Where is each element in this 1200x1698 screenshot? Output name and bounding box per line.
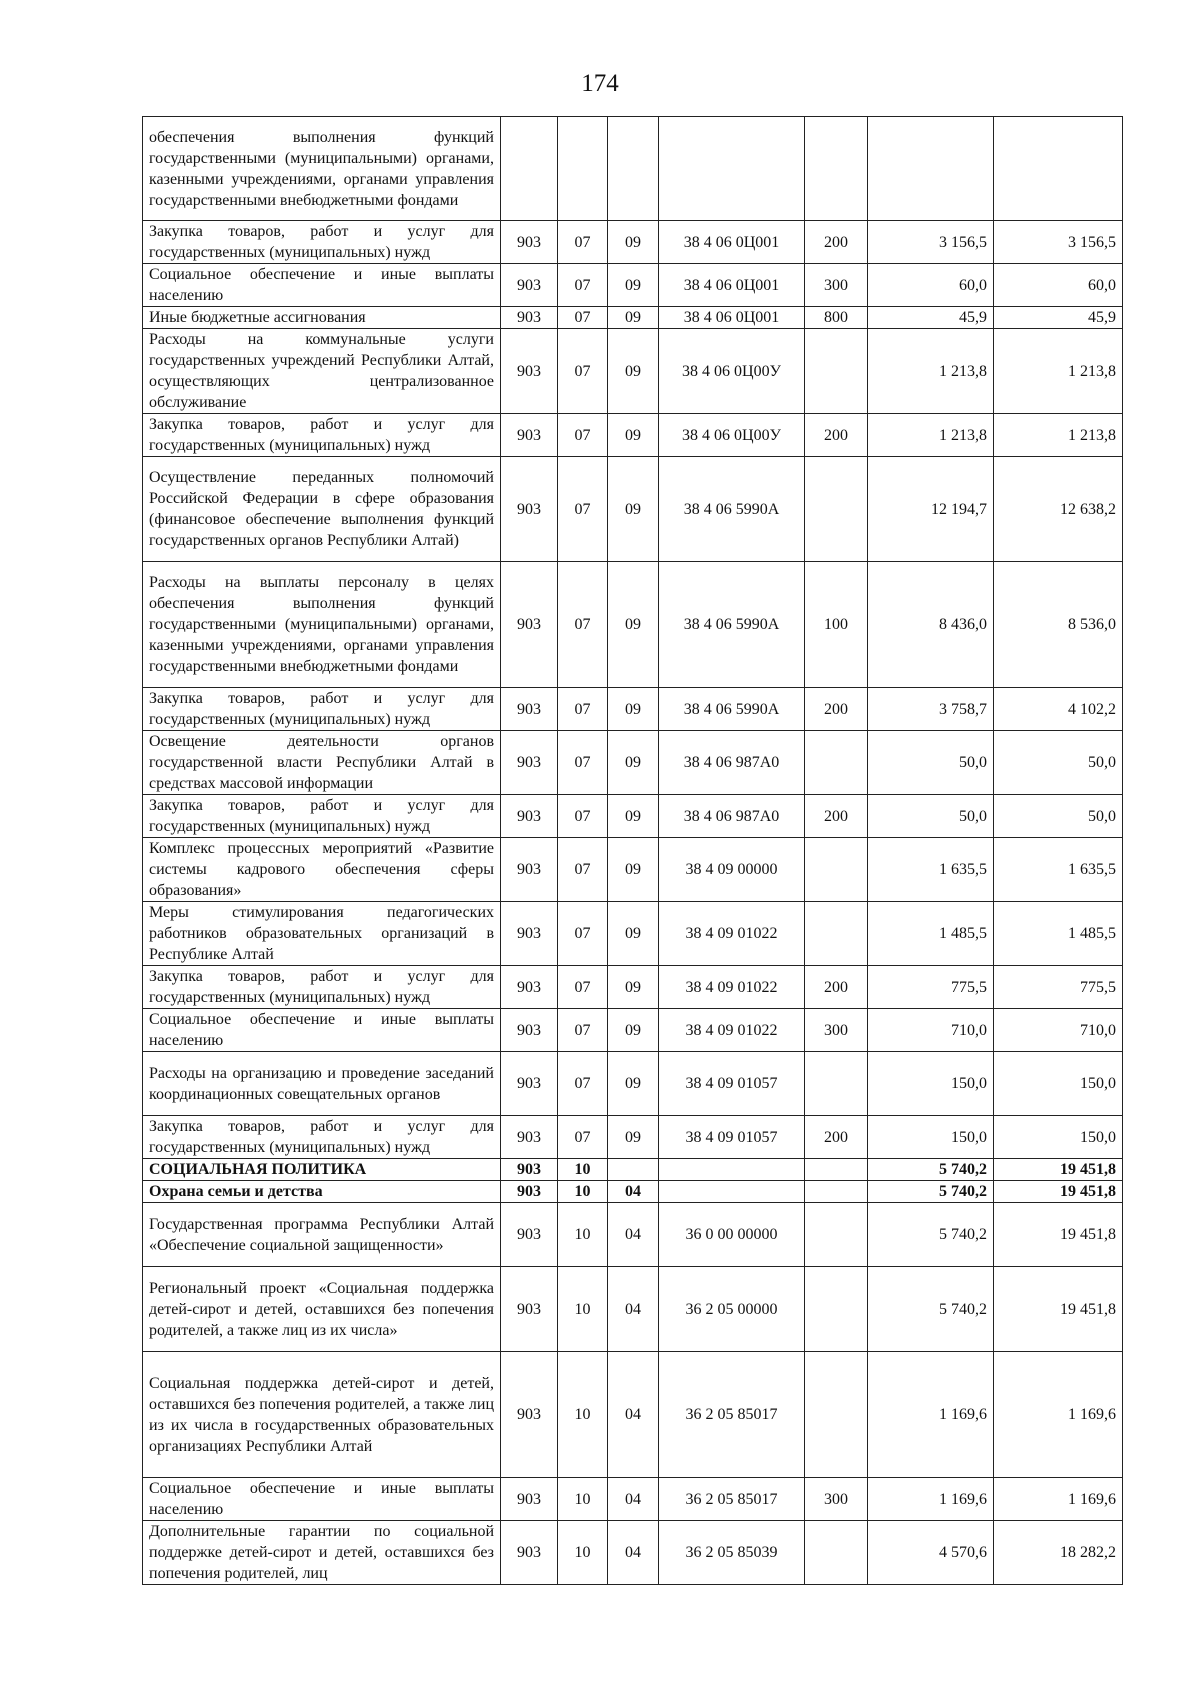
cell-target-article: [659, 1181, 805, 1203]
cell-amount-2: 45,9: [994, 307, 1123, 329]
cell-target-article: 36 2 05 85017: [659, 1352, 805, 1478]
cell-name: Социальное обеспечение и иные выплаты населению: [143, 1478, 501, 1521]
cell-target-article: [659, 117, 805, 221]
cell-amount-2: 12 638,2: [994, 457, 1123, 562]
cell-ministry-code: 903: [501, 1352, 558, 1478]
table-row: [143, 329, 1123, 414]
cell-target-article: [659, 1159, 805, 1181]
cell-name: Меры стимулирования педагогических работников образовательных организаций в Республике Алтай: [143, 902, 501, 966]
cell-subsection: 09: [608, 562, 659, 688]
cell-name: Социальное обеспечение и иные выплаты населению: [143, 1009, 501, 1052]
cell-section: [558, 117, 608, 221]
cell-target-article: 36 2 05 85017: [659, 1478, 805, 1521]
cell-section: 10: [558, 1203, 608, 1267]
table-row: [143, 1181, 1123, 1203]
cell-target-article: 38 4 06 5990А: [659, 688, 805, 731]
cell-amount-1: [868, 117, 994, 221]
table-row: [143, 795, 1123, 838]
cell-ministry-code: 903: [501, 1267, 558, 1352]
cell-ministry-code: 903: [501, 307, 558, 329]
cell-target-article: 38 4 09 01022: [659, 902, 805, 966]
cell-expense-type: [805, 1203, 868, 1267]
cell-amount-1: 1 213,8: [868, 329, 994, 414]
cell-subsection: 09: [608, 795, 659, 838]
cell-expense-type: 300: [805, 1478, 868, 1521]
cell-expense-type: 800: [805, 307, 868, 329]
cell-target-article: 38 4 06 5990А: [659, 457, 805, 562]
cell-ministry-code: 903: [501, 562, 558, 688]
cell-amount-1: 5 740,2: [868, 1203, 994, 1267]
cell-name: Освещение деятельности органов государственной власти Республики Алтай в средствах массовой информации: [143, 731, 501, 795]
cell-amount-2: 150,0: [994, 1052, 1123, 1116]
cell-ministry-code: 903: [501, 731, 558, 795]
cell-amount-1: 150,0: [868, 1116, 994, 1159]
cell-subsection: 09: [608, 329, 659, 414]
cell-target-article: 38 4 09 01022: [659, 1009, 805, 1052]
table-row: [143, 1009, 1123, 1052]
cell-ministry-code: 903: [501, 329, 558, 414]
cell-section: 07: [558, 264, 608, 307]
cell-subsection: 09: [608, 838, 659, 902]
table-row: [143, 1203, 1123, 1267]
cell-subsection: 04: [608, 1521, 659, 1585]
cell-amount-2: 1 635,5: [994, 838, 1123, 902]
cell-section: 07: [558, 457, 608, 562]
cell-amount-1: 3 758,7: [868, 688, 994, 731]
cell-amount-2: 1 213,8: [994, 329, 1123, 414]
cell-section: 07: [558, 307, 608, 329]
cell-target-article: 38 4 06 5990А: [659, 562, 805, 688]
cell-subsection: [608, 117, 659, 221]
cell-amount-2: 50,0: [994, 731, 1123, 795]
table-row: [143, 457, 1123, 562]
cell-section: 10: [558, 1267, 608, 1352]
table-row: [143, 1478, 1123, 1521]
table-row: [143, 1267, 1123, 1352]
cell-ministry-code: 903: [501, 1203, 558, 1267]
cell-target-article: 36 2 05 85039: [659, 1521, 805, 1585]
cell-amount-1: 710,0: [868, 1009, 994, 1052]
cell-expense-type: [805, 457, 868, 562]
cell-amount-1: 150,0: [868, 1052, 994, 1116]
cell-amount-2: 19 451,8: [994, 1267, 1123, 1352]
cell-ministry-code: [501, 117, 558, 221]
cell-expense-type: [805, 1521, 868, 1585]
cell-name: Закупка товаров, работ и услуг для государственных (муниципальных) нужд: [143, 221, 501, 264]
table-row: [143, 414, 1123, 457]
cell-amount-2: 4 102,2: [994, 688, 1123, 731]
cell-expense-type: 200: [805, 795, 868, 838]
table-row: [143, 117, 1123, 221]
table-row: [143, 1352, 1123, 1478]
cell-target-article: 36 0 00 00000: [659, 1203, 805, 1267]
cell-expense-type: [805, 1267, 868, 1352]
cell-amount-1: 45,9: [868, 307, 994, 329]
cell-name: Дополнительные гарантии по социальной поддержке детей-сирот и детей, оставшихся без попечения родителей, лиц: [143, 1521, 501, 1585]
cell-target-article: 38 4 06 0Ц00У: [659, 414, 805, 457]
cell-expense-type: [805, 1352, 868, 1478]
cell-expense-type: 100: [805, 562, 868, 688]
cell-expense-type: 200: [805, 414, 868, 457]
cell-name: Закупка товаров, работ и услуг для государственных (муниципальных) нужд: [143, 1116, 501, 1159]
cell-amount-2: 710,0: [994, 1009, 1123, 1052]
table-row: [143, 838, 1123, 902]
cell-target-article: 38 4 09 01057: [659, 1116, 805, 1159]
cell-amount-2: 3 156,5: [994, 221, 1123, 264]
cell-target-article: 38 4 09 00000: [659, 838, 805, 902]
cell-section: 07: [558, 688, 608, 731]
cell-amount-2: 1 485,5: [994, 902, 1123, 966]
page-number: 174: [581, 70, 619, 97]
cell-target-article: 38 4 06 0Ц00У: [659, 329, 805, 414]
cell-ministry-code: 903: [501, 1159, 558, 1181]
budget-table: [142, 116, 1123, 1585]
table-row: [143, 688, 1123, 731]
cell-section: 07: [558, 221, 608, 264]
cell-ministry-code: 903: [501, 1116, 558, 1159]
cell-ministry-code: 903: [501, 1181, 558, 1203]
table-row: [143, 562, 1123, 688]
cell-name: Региональный проект «Социальная поддержка детей-сирот и детей, оставшихся без попечения родителей, а также лиц из их числа»: [143, 1267, 501, 1352]
cell-section: 07: [558, 731, 608, 795]
cell-target-article: 38 4 06 0Ц001: [659, 307, 805, 329]
cell-amount-2: 19 451,8: [994, 1181, 1123, 1203]
table-row: [143, 221, 1123, 264]
cell-name: СОЦИАЛЬНАЯ ПОЛИТИКА: [143, 1159, 501, 1181]
cell-amount-1: 1 169,6: [868, 1352, 994, 1478]
cell-name: Закупка товаров, работ и услуг для государственных (муниципальных) нужд: [143, 414, 501, 457]
cell-name: Расходы на коммунальные услуги государственных учреждений Республики Алтай, осуществляющих централизованное обслуживание: [143, 329, 501, 414]
cell-expense-type: [805, 1181, 868, 1203]
cell-section: 07: [558, 1116, 608, 1159]
cell-amount-2: 1 213,8: [994, 414, 1123, 457]
cell-section: 10: [558, 1352, 608, 1478]
cell-section: 07: [558, 414, 608, 457]
cell-subsection: 09: [608, 966, 659, 1009]
cell-amount-1: 1 213,8: [868, 414, 994, 457]
cell-subsection: 09: [608, 221, 659, 264]
cell-amount-1: 8 436,0: [868, 562, 994, 688]
cell-amount-1: 5 740,2: [868, 1159, 994, 1181]
cell-name: Закупка товаров, работ и услуг для государственных (муниципальных) нужд: [143, 688, 501, 731]
cell-expense-type: [805, 1052, 868, 1116]
cell-expense-type: [805, 329, 868, 414]
cell-section: 10: [558, 1521, 608, 1585]
cell-amount-1: 50,0: [868, 795, 994, 838]
table-row: [143, 1116, 1123, 1159]
cell-subsection: 09: [608, 1116, 659, 1159]
cell-target-article: 38 4 06 0Ц001: [659, 264, 805, 307]
cell-amount-2: 8 536,0: [994, 562, 1123, 688]
cell-subsection: 09: [608, 688, 659, 731]
cell-subsection: 04: [608, 1203, 659, 1267]
cell-name: Охрана семьи и детства: [143, 1181, 501, 1203]
cell-ministry-code: 903: [501, 1521, 558, 1585]
cell-name: Закупка товаров, работ и услуг для государственных (муниципальных) нужд: [143, 966, 501, 1009]
cell-ministry-code: 903: [501, 795, 558, 838]
cell-ministry-code: 903: [501, 457, 558, 562]
cell-amount-2: 60,0: [994, 264, 1123, 307]
cell-target-article: 38 4 09 01022: [659, 966, 805, 1009]
cell-subsection: 09: [608, 902, 659, 966]
cell-amount-1: 1 169,6: [868, 1478, 994, 1521]
cell-ministry-code: 903: [501, 902, 558, 966]
table-row: [143, 966, 1123, 1009]
cell-section: 07: [558, 1052, 608, 1116]
cell-ministry-code: 903: [501, 966, 558, 1009]
cell-amount-2: 18 282,2: [994, 1521, 1123, 1585]
cell-ministry-code: 903: [501, 1009, 558, 1052]
cell-target-article: 38 4 06 0Ц001: [659, 221, 805, 264]
cell-subsection: [608, 1159, 659, 1181]
cell-expense-type: [805, 117, 868, 221]
cell-amount-1: 1 635,5: [868, 838, 994, 902]
cell-section: 10: [558, 1181, 608, 1203]
cell-amount-1: 12 194,7: [868, 457, 994, 562]
table-row: [143, 1521, 1123, 1585]
cell-amount-1: 3 156,5: [868, 221, 994, 264]
cell-section: 10: [558, 1478, 608, 1521]
cell-subsection: 09: [608, 1009, 659, 1052]
cell-expense-type: 200: [805, 221, 868, 264]
cell-name: Социальное обеспечение и иные выплаты населению: [143, 264, 501, 307]
table-row: [143, 1159, 1123, 1181]
cell-target-article: 38 4 06 987А0: [659, 731, 805, 795]
cell-expense-type: [805, 1159, 868, 1181]
cell-target-article: 36 2 05 00000: [659, 1267, 805, 1352]
table-row: [143, 731, 1123, 795]
cell-subsection: 04: [608, 1267, 659, 1352]
cell-expense-type: 300: [805, 264, 868, 307]
cell-expense-type: 300: [805, 1009, 868, 1052]
cell-expense-type: [805, 731, 868, 795]
table-row: [143, 307, 1123, 329]
cell-amount-1: 60,0: [868, 264, 994, 307]
table-row: [143, 264, 1123, 307]
cell-name: Осуществление переданных полномочий Российской Федерации в сфере образования (финансовое обеспечение выполнения функций государственных органов Республики Алтай): [143, 457, 501, 562]
cell-subsection: 09: [608, 264, 659, 307]
cell-amount-1: 50,0: [868, 731, 994, 795]
cell-expense-type: 200: [805, 1116, 868, 1159]
cell-target-article: 38 4 09 01057: [659, 1052, 805, 1116]
cell-amount-2: 1 169,6: [994, 1478, 1123, 1521]
cell-amount-2: 1 169,6: [994, 1352, 1123, 1478]
cell-section: 07: [558, 1009, 608, 1052]
cell-ministry-code: 903: [501, 1052, 558, 1116]
cell-name: Комплекс процессных мероприятий «Развитие системы кадрового обеспечения сферы образования»: [143, 838, 501, 902]
cell-amount-1: 4 570,6: [868, 1521, 994, 1585]
cell-ministry-code: 903: [501, 838, 558, 902]
cell-expense-type: [805, 902, 868, 966]
cell-subsection: 09: [608, 457, 659, 562]
cell-subsection: 04: [608, 1352, 659, 1478]
cell-target-article: 38 4 06 987А0: [659, 795, 805, 838]
cell-name: Расходы на выплаты персоналу в целях обеспечения выполнения функций государственными (муниципальными) органами, казенными учреждениями, органами управления государственными внебюджетными фондами: [143, 562, 501, 688]
cell-subsection: 09: [608, 414, 659, 457]
cell-expense-type: 200: [805, 688, 868, 731]
cell-subsection: 09: [608, 731, 659, 795]
cell-section: 07: [558, 902, 608, 966]
table-row: [143, 902, 1123, 966]
cell-name: Государственная программа Республики Алтай «Обеспечение социальной защищенности»: [143, 1203, 501, 1267]
cell-section: 07: [558, 329, 608, 414]
cell-subsection: 04: [608, 1478, 659, 1521]
cell-amount-2: 50,0: [994, 795, 1123, 838]
cell-ministry-code: 903: [501, 221, 558, 264]
cell-subsection: 09: [608, 1052, 659, 1116]
cell-amount-2: 775,5: [994, 966, 1123, 1009]
cell-ministry-code: 903: [501, 688, 558, 731]
cell-ministry-code: 903: [501, 1478, 558, 1521]
cell-amount-2: [994, 117, 1123, 221]
cell-subsection: 04: [608, 1181, 659, 1203]
cell-name: Расходы на организацию и проведение заседаний координационных совещательных органов: [143, 1052, 501, 1116]
cell-amount-1: 1 485,5: [868, 902, 994, 966]
cell-expense-type: 200: [805, 966, 868, 1009]
cell-name: Закупка товаров, работ и услуг для государственных (муниципальных) нужд: [143, 795, 501, 838]
cell-name: Иные бюджетные ассигнования: [143, 307, 501, 329]
cell-expense-type: [805, 838, 868, 902]
cell-section: 07: [558, 795, 608, 838]
table-row: [143, 1052, 1123, 1116]
cell-ministry-code: 903: [501, 414, 558, 457]
cell-amount-1: 775,5: [868, 966, 994, 1009]
cell-ministry-code: 903: [501, 264, 558, 307]
table-body: [143, 117, 1123, 1585]
cell-name: обеспечения выполнения функций государственными (муниципальными) органами, казенными учреждениями, органами управления государственными внебюджетными фондами: [143, 117, 501, 221]
cell-section: 07: [558, 838, 608, 902]
cell-section: 10: [558, 1159, 608, 1181]
cell-amount-2: 19 451,8: [994, 1159, 1123, 1181]
cell-name: Социальная поддержка детей-сирот и детей, оставшихся без попечения родителей, а также лиц из их числа в государственных образовательных организациях Республики Алтай: [143, 1352, 501, 1478]
cell-amount-2: 150,0: [994, 1116, 1123, 1159]
cell-amount-1: 5 740,2: [868, 1181, 994, 1203]
cell-subsection: 09: [608, 307, 659, 329]
cell-amount-2: 19 451,8: [994, 1203, 1123, 1267]
cell-amount-1: 5 740,2: [868, 1267, 994, 1352]
cell-section: 07: [558, 562, 608, 688]
cell-section: 07: [558, 966, 608, 1009]
